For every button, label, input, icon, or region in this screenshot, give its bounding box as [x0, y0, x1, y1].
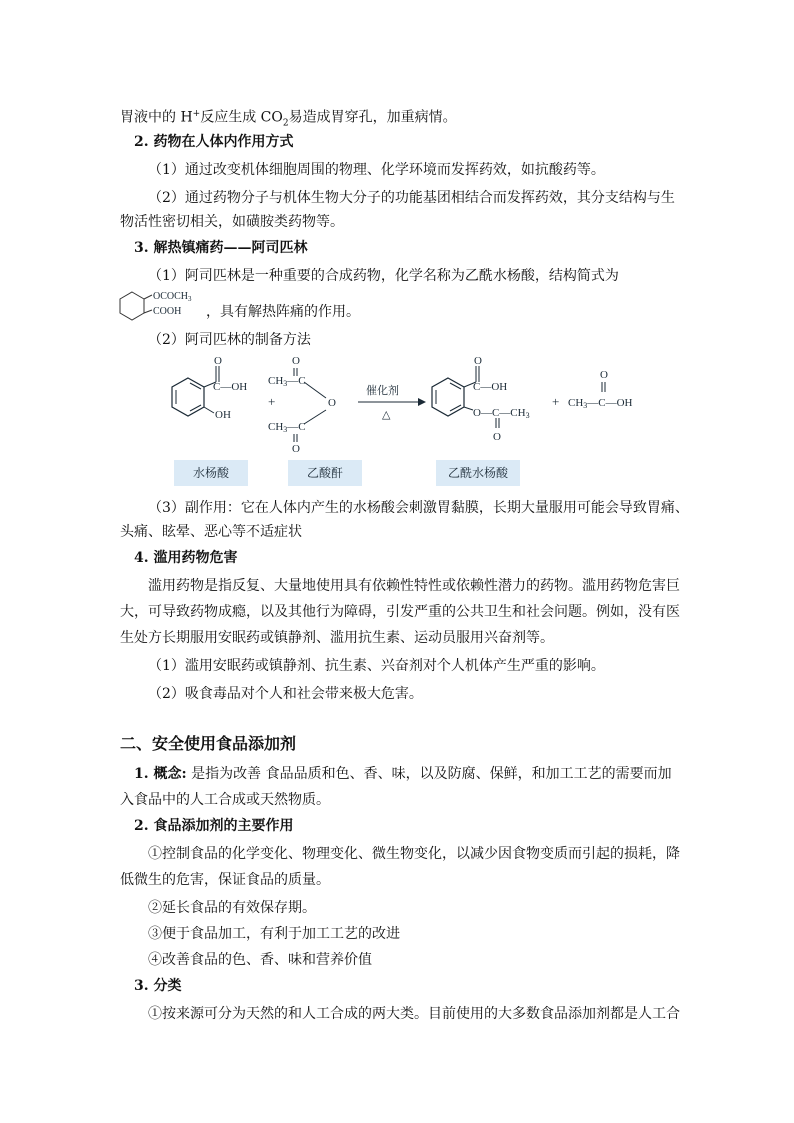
oxygen-label: O — [474, 355, 482, 367]
paragraph: 入食品中的人工合成或天然物质。 — [120, 792, 330, 808]
catalyst-label: 催化剂 — [366, 385, 399, 397]
label-acetic-anhydride: 乙酸酐 — [288, 460, 362, 486]
plus-sign: + — [268, 394, 276, 409]
paragraph: （1）阿司匹林是一种重要的合成药物，化学名称为乙酰水杨酸，结构简式为 — [148, 268, 619, 284]
salicylic-acid-structure — [172, 355, 247, 421]
methyl-carbonyl-label: CH3—C — [268, 375, 306, 388]
paragraph: ①按来源可分为天然的和人工合成的两大类。目前使用的大多数食品添加剂都是人工合 — [148, 1006, 680, 1022]
paragraph: （1）滥用安眠药或镇静剂、抗生素、兴奋剂对个人机体产生严重的影响。 — [148, 658, 605, 674]
aspirin-product-structure — [432, 355, 530, 443]
paragraph: ，具有解热阵痛的作用。 — [206, 304, 360, 320]
aspirin-structure — [116, 288, 208, 324]
paragraph: 生处方长期服用安眠药或镇静剂、滥用抗生素、运动员服用兴奋剂等。 — [120, 630, 554, 646]
paragraph: ④改善食品的色、香、味和营养价值 — [148, 952, 372, 968]
acetic-acid-formula: CH3—C—OH — [568, 397, 633, 410]
paragraph: （2）通过药物分子与机体生物大分子的功能基团相结合而发挥药效，其分支结构与生 — [148, 190, 675, 206]
paragraph-concept — [134, 764, 672, 784]
ococh3-label: $OCOCH_3$ — [153, 291, 192, 303]
oxygen-label: O — [292, 355, 300, 367]
acetic-anhydride-structure — [268, 355, 336, 454]
heading-aspirin: 3. 解热镇痛药——阿司匹林 — [134, 240, 308, 256]
paragraph: ③便于食品加工，有利于加工工艺的改进 — [148, 926, 400, 942]
paragraph: ②延长食品的有效保存期。 — [148, 900, 316, 916]
carboxyl-label: C—OH — [473, 381, 508, 393]
superscript: + — [192, 109, 201, 119]
paragraph: 物活性密切相关，如磺胺类药物等。 — [120, 214, 344, 230]
paragraph: 大，可导致药物成瘾，以及其他行为障碍，引发严重的公共卫生和社会问题。例如，没有医 — [120, 604, 680, 620]
plus-sign: + — [552, 394, 560, 409]
label-acetylsalicylic-acid: 乙酰水杨酸 — [436, 460, 520, 486]
bridge-oxygen-label: O — [328, 397, 336, 409]
heading-classification: 3. 分类 — [134, 978, 182, 994]
heading-drug-abuse: 4. 滥用药物危害 — [134, 550, 238, 566]
heading-main-functions: 2. 食品添加剂的主要作用 — [134, 818, 294, 834]
oxygen-label: O — [600, 369, 608, 381]
hydroxyl-label: OH — [215, 409, 231, 421]
text-fragment: 反应生成 CO — [200, 109, 283, 126]
cooh-label: COOH — [153, 306, 182, 317]
heat-symbol: △ — [382, 409, 391, 421]
subscript: 2 — [282, 118, 289, 129]
paragraph: （3）副作用：它在人体内产生的水杨酸会刺激胃黏膜，长期大量服用可能会导致胃痛、 — [148, 500, 689, 516]
reaction-arrow — [358, 383, 426, 421]
heading-drug-action: 2. 药物在人体内作用方式 — [134, 134, 294, 150]
text-line-gastric — [120, 104, 457, 133]
concept-label: 1. 概念: — [134, 766, 187, 782]
section-heading-food-additives: 二、安全使用食品添加剂 — [120, 734, 297, 753]
oxygen-label: O — [493, 431, 501, 443]
paragraph: （2）吸食毒品对个人和社会带来极大危害。 — [148, 686, 423, 702]
carboxyl-label: C—OH — [213, 381, 248, 393]
paragraph: （1）通过改变机体细胞周围的物理、化学环境而发挥药效，如抗酸药等。 — [148, 162, 605, 178]
paragraph: （2）阿司匹林的制备方法 — [148, 332, 311, 348]
paragraph: ①控制食品的化学变化、物理变化、微生物变化，以减少因食物变质而引起的损耗，降 — [148, 846, 680, 862]
acetic-acid-structure — [568, 369, 633, 410]
text-fragment: 胃液中的 H — [120, 109, 193, 126]
text-fragment: 是指为改善 食品品质和色、香、味，以及防腐、保鲜，和加工工艺的需要而加 — [186, 766, 672, 782]
oxygen-label: O — [292, 443, 300, 454]
aspirin-synthesis-reaction — [160, 352, 660, 454]
label-salicylic-acid: 水杨酸 — [174, 460, 248, 486]
paragraph: 滥用药物是指反复、大量地使用具有依赖性特性或依赖性潜力的药物。滥用药物危害巨 — [148, 578, 680, 594]
ester-label: O—C—CH3 — [473, 407, 530, 420]
text-fragment: 易造成胃穿孔，加重病情。 — [288, 109, 457, 126]
paragraph: 低微生的危害，保证食品的质量。 — [120, 872, 330, 888]
paragraph: 头痛、眩晕、恶心等不适症状 — [120, 524, 302, 540]
methyl-carbonyl-label: CH3—C — [268, 421, 306, 434]
oxygen-label: O — [214, 355, 222, 367]
